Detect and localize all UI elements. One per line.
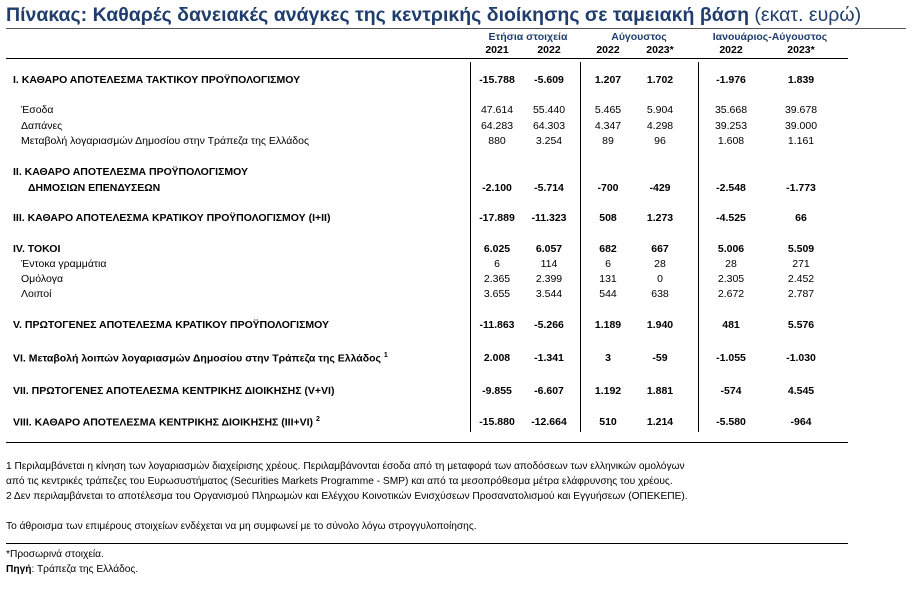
cell: 1.608 bbox=[717, 135, 745, 147]
footnote-2: 2 Δεν περιλαμβάνεται το αποτέλεσμα του Οργανισμού Πληρωμών και Ελέγχου Κοινοτικών Ενισχύσεων Προσανατολισμού και Εγγυήσεων (ΟΠΕΚΕΠΕ). bbox=[6, 491, 688, 502]
cell: -15.788 bbox=[479, 74, 515, 86]
cell: 28 bbox=[654, 258, 666, 270]
cell: 2.365 bbox=[483, 273, 511, 285]
title-unit: (εκατ. ευρώ) bbox=[754, 4, 862, 26]
cell: 4.347 bbox=[594, 120, 622, 132]
cell: 3.655 bbox=[483, 288, 511, 300]
header-year: 2021 bbox=[485, 44, 509, 56]
cell: 64.303 bbox=[532, 120, 566, 132]
cell: 1.214 bbox=[646, 416, 674, 428]
source-label: Πηγή bbox=[6, 564, 32, 575]
cell: 6 bbox=[494, 258, 500, 270]
cell: -12.664 bbox=[531, 416, 567, 428]
table-row bbox=[0, 182, 912, 197]
cell: 2.008 bbox=[483, 352, 511, 364]
table-row bbox=[0, 416, 912, 431]
header-group-jan-aug: Ιανουάριος-Αύγουστος bbox=[712, 31, 828, 43]
footnote-1-line-1: 1 Περιλαμβάνεται η κίνηση των λογαριασμών διαχείρισης χρέους. Περιλαμβάνονται έσοδα από τη μεταφορά των αποδόσεων των ελληνικών ομολόγων bbox=[6, 461, 685, 472]
table-row bbox=[0, 74, 912, 89]
cell: -1.976 bbox=[716, 74, 746, 86]
cell: -17.889 bbox=[479, 212, 515, 224]
footnote-ref: 1 bbox=[383, 352, 388, 359]
cell: 2.787 bbox=[787, 288, 815, 300]
cell: 544 bbox=[599, 288, 617, 300]
cell: -5.609 bbox=[534, 74, 564, 86]
row-label: Ομόλογα bbox=[21, 273, 64, 285]
row-label: VI. Μεταβολή λοιπών λογαριασμών Δημοσίου στην Τράπεζα της Ελλάδος $^1$ bbox=[13, 352, 388, 365]
page-title bbox=[6, 4, 861, 27]
table-row bbox=[0, 352, 912, 367]
cell: 66 bbox=[795, 212, 807, 224]
cell: 4.298 bbox=[646, 120, 674, 132]
cell: -964 bbox=[790, 416, 812, 428]
cell: 39.253 bbox=[714, 120, 748, 132]
table-row bbox=[0, 273, 912, 288]
cell: 1.839 bbox=[787, 74, 815, 86]
cell: 6 bbox=[605, 258, 611, 270]
cell: 3.254 bbox=[535, 135, 563, 147]
rounding-note: Το άθροισμα των επιμέρους στοιχείων ενδέχεται να μη συμφωνεί με το σύνολο λόγω στρογγυλοποίησης. bbox=[6, 521, 477, 532]
cell: 4.545 bbox=[787, 385, 815, 397]
row-label: I. ΚΑΘΑΡΟ ΑΠΟΤΕΛΕΣΜΑ ΤΑΚΤΙΚΟΥ ΠΡΟΫΠΟΛΟΓΙΣΜΟΥ bbox=[13, 74, 301, 86]
cell: -5.714 bbox=[534, 182, 564, 194]
header-divider bbox=[6, 58, 848, 59]
cell: 0 bbox=[657, 273, 663, 285]
cell: 114 bbox=[540, 258, 558, 270]
row-label: Δαπάνες bbox=[21, 120, 63, 132]
row-label: IV. ΤΟΚΟΙ bbox=[13, 243, 61, 255]
table-row bbox=[0, 258, 912, 273]
cell: 1.881 bbox=[646, 385, 674, 397]
cell: -4.525 bbox=[716, 212, 746, 224]
cell: 5.465 bbox=[594, 104, 622, 116]
cell: 39.000 bbox=[784, 120, 818, 132]
header-year: 2022 bbox=[596, 44, 620, 56]
cell: -700 bbox=[597, 182, 619, 194]
header-year: 2023* bbox=[787, 44, 815, 56]
cell: -11.323 bbox=[531, 212, 567, 224]
cell: -6.607 bbox=[534, 385, 564, 397]
table-row bbox=[0, 243, 912, 258]
provisional-note: *Προσωρινά στοιχεία. bbox=[6, 549, 104, 560]
row-label: V. ΠΡΩΤΟΓΕΝΕΣ ΑΠΟΤΕΛΕΣΜΑ ΚΡΑΤΙΚΟΥ ΠΡΟΫΠΟΛΟΓΙΣΜΟΥ bbox=[13, 319, 330, 331]
header-group-annual: Ετήσια στοιχεία bbox=[488, 31, 568, 43]
footnote-ref: 2 bbox=[315, 416, 320, 423]
cell: -5.580 bbox=[716, 416, 746, 428]
row-label: Λοιποί bbox=[21, 288, 52, 300]
title-divider bbox=[6, 28, 906, 29]
table-row bbox=[0, 212, 912, 227]
cell: 5.904 bbox=[646, 104, 674, 116]
cell: -2.548 bbox=[716, 182, 746, 194]
table-row bbox=[0, 319, 912, 334]
cell: 55.440 bbox=[532, 104, 566, 116]
cell: -5.266 bbox=[534, 319, 564, 331]
cell: -2.100 bbox=[482, 182, 512, 194]
cell: 64.283 bbox=[480, 120, 514, 132]
cell: 3.544 bbox=[535, 288, 563, 300]
cell: 1.273 bbox=[646, 212, 674, 224]
cell: -1.341 bbox=[534, 352, 564, 364]
cell: 5.006 bbox=[717, 243, 745, 255]
cell: 5.509 bbox=[787, 243, 815, 255]
cell: 2.399 bbox=[535, 273, 563, 285]
table-row bbox=[0, 288, 912, 303]
notes-divider bbox=[6, 543, 848, 544]
cell: 6.025 bbox=[483, 243, 511, 255]
cell: 39.678 bbox=[784, 104, 818, 116]
cell: 28 bbox=[725, 258, 737, 270]
cell: 481 bbox=[722, 319, 740, 331]
source-line bbox=[6, 564, 138, 575]
cell: 35.668 bbox=[714, 104, 748, 116]
cell: 667 bbox=[651, 243, 669, 255]
cell: 2.452 bbox=[787, 273, 815, 285]
table-row bbox=[0, 104, 912, 119]
cell: -11.863 bbox=[479, 319, 515, 331]
table-row bbox=[0, 120, 912, 135]
header-year: 2022 bbox=[719, 44, 743, 56]
cell: -429 bbox=[649, 182, 671, 194]
cell: 2.672 bbox=[717, 288, 745, 300]
row-label: VII. ΠΡΩΤΟΓΕΝΕΣ ΑΠΟΤΕΛΕΣΜΑ ΚΕΝΤΡΙΚΗΣ ΔΙΟΙΚΗΣΗΣ (V+VI) bbox=[13, 385, 335, 397]
cell: 271 bbox=[792, 258, 810, 270]
table-row bbox=[0, 385, 912, 400]
cell: 880 bbox=[488, 135, 506, 147]
table-row bbox=[0, 135, 912, 150]
cell: -9.855 bbox=[482, 385, 512, 397]
cell: 1.192 bbox=[594, 385, 622, 397]
source-text: : Τράπεζα της Ελλάδος. bbox=[31, 564, 139, 575]
cell: 1.189 bbox=[594, 319, 622, 331]
cell: -1.030 bbox=[786, 352, 816, 364]
table-bottom-divider bbox=[6, 442, 848, 443]
cell: 96 bbox=[654, 135, 666, 147]
cell: -59 bbox=[652, 352, 668, 364]
cell: 1.702 bbox=[646, 74, 674, 86]
cell: 682 bbox=[599, 243, 617, 255]
cell: 89 bbox=[602, 135, 614, 147]
cell: -15.880 bbox=[479, 416, 515, 428]
cell: 1.207 bbox=[594, 74, 622, 86]
row-label: III. ΚΑΘΑΡΟ ΑΠΟΤΕΛΕΣΜΑ ΚΡΑΤΙΚΟΥ ΠΡΟΫΠΟΛΟΓΙΣΜΟΥ (I+II) bbox=[13, 212, 331, 224]
table-row bbox=[0, 166, 912, 181]
cell: -1.055 bbox=[716, 352, 746, 364]
cell: 1.940 bbox=[646, 319, 674, 331]
header-group-august: Αύγουστος bbox=[611, 31, 667, 43]
footnote-1-line-2: από τις κεντρικές τράπεζες του Ευρωσυστήματος (Securities Markets Programme - SMP) και από τα μεσοπρόθεσμα μέτρα ελάφρυνσης του χρέους. bbox=[6, 476, 673, 487]
row-label: Μεταβολή λογαριασμών Δημοσίου στην Τράπεζα της Ελλάδος bbox=[21, 135, 310, 147]
cell: 131 bbox=[599, 273, 617, 285]
row-label: II. ΚΑΘΑΡΟ ΑΠΟΤΕΛΕΣΜΑ ΠΡΟΫΠΟΛΟΓΙΣΜΟΥ bbox=[13, 166, 248, 178]
cell: -1.773 bbox=[786, 182, 816, 194]
row-label: ΔΗΜΟΣΙΩΝ ΕΠΕΝΔΥΣΕΩΝ bbox=[28, 182, 161, 194]
cell: -574 bbox=[720, 385, 742, 397]
cell: 3 bbox=[605, 352, 611, 364]
row-label: Έντοκα γραμμάτια bbox=[21, 258, 107, 270]
cell: 508 bbox=[599, 212, 617, 224]
title-main: Πίνακας: Καθαρές δανειακές ανάγκες της κεντρικής διοίκησης σε ταμειακή βάση bbox=[6, 4, 749, 26]
cell: 1.161 bbox=[787, 135, 815, 147]
cell: 47.614 bbox=[480, 104, 514, 116]
cell: 5.576 bbox=[787, 319, 815, 331]
cell: 2.305 bbox=[717, 273, 745, 285]
cell: 510 bbox=[599, 416, 617, 428]
row-label: Έσοδα bbox=[21, 104, 54, 116]
row-label: VIII. ΚΑΘΑΡΟ ΑΠΟΤΕΛΕΣΜΑ ΚΕΝΤΡΙΚΗΣ ΔΙΟΙΚΗΣΗΣ (III+VI) $^2$ bbox=[13, 416, 320, 429]
header-year: 2023* bbox=[646, 44, 674, 56]
cell: 638 bbox=[651, 288, 669, 300]
cell: 6.057 bbox=[535, 243, 563, 255]
header-year: 2022 bbox=[537, 44, 561, 56]
